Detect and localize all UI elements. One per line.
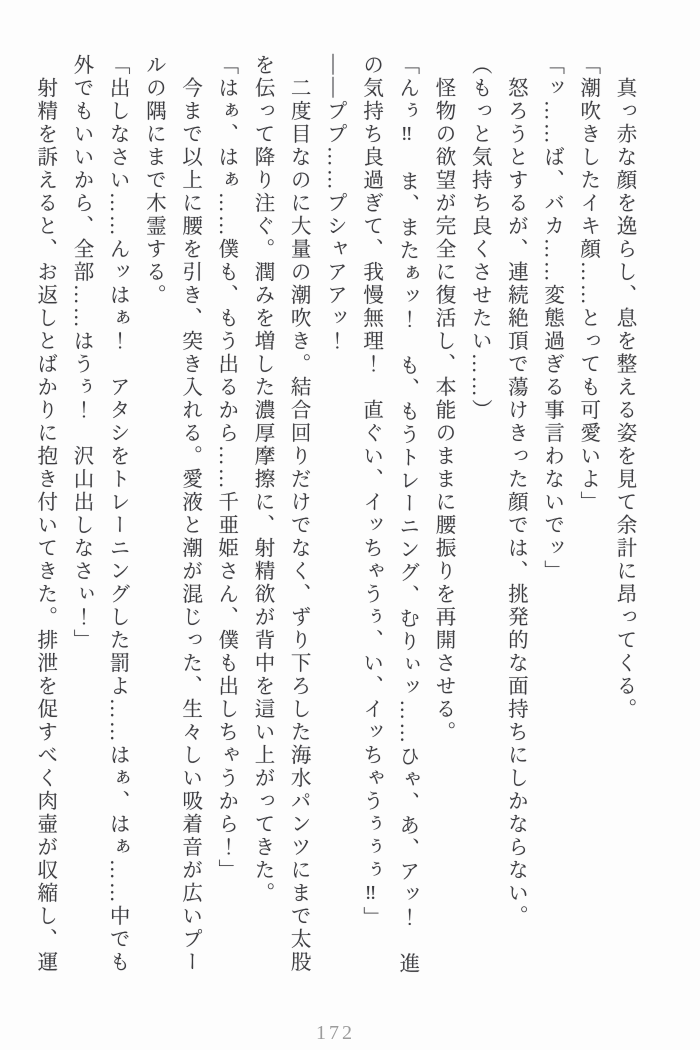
text-line: 真っ赤な顔を逸らし、息を整える姿を見て余計に昂ってくる。 bbox=[613, 54, 635, 721]
text-line: の気持ち良過ぎて、我慢無理！ 直ぐい、イッちゃうぅ、い、イッちゃうぅぅぅ‼」 bbox=[359, 54, 382, 930]
text-line: 「出しなさい……んッはぁ！ アタシをトレーニングした罰よ……はぁ、はぁ……中でも bbox=[106, 54, 129, 974]
text-line: 「んぅ‼ ま、またぁッ！ も、もうトレーニング、むりぃッ……ひゃ、あ、アッ！ 進 bbox=[395, 54, 418, 976]
text-line: 「ッ……ば、バカ……変態過ぎる事言わないでッ」 bbox=[540, 54, 563, 583]
text-line: 怪物の欲望が完全に復活し、本能のままに腰振りを再開させる。 bbox=[431, 54, 454, 744]
text-line: を伝って降り注ぐ。潤みを増した濃厚摩擦に、射精欲が背中を這い上がってきた。 bbox=[250, 54, 273, 905]
text-line: （もっと気持ち良くさせたい……） bbox=[468, 54, 491, 422]
text-line: 「潮吹きしたイキ顔……とっても可愛いよ」 bbox=[576, 54, 599, 514]
text-line: 外でもいいから、全部……はうぅ！ 沢山出しなさぃ！」 bbox=[69, 54, 92, 652]
vertical-text-block bbox=[22, 54, 642, 984]
text-line: 射精を訴えると、お返しとばかりに抱き付いてきた。排泄を促すべく肉壷が収縮し、運 bbox=[33, 54, 56, 974]
text-line: 今まで以上に腰を引き、突き入れる。愛液と潮が混じった、生々しい吸着音が広いプー bbox=[178, 54, 201, 974]
text-line: 「はぁ、はぁ……僕も、もう出るから……千亜姫さん、僕も出しちゃうから！」 bbox=[214, 54, 237, 882]
page-number: 172 bbox=[316, 1022, 355, 1044]
text-line: 二度目なのに大量の潮吹き。結合回りだけでなく、ずり下ろした海水パンツにまで太股 bbox=[287, 54, 310, 974]
text-line: ルの隅にまで木霊する。 bbox=[142, 54, 165, 307]
text-line: 怒ろうとするが、連続絶頂で蕩けきった顔では、挑発的な面持ちにしかならない。 bbox=[504, 54, 527, 928]
text-line: ――ププ……プシャアアッ！ bbox=[323, 54, 346, 353]
